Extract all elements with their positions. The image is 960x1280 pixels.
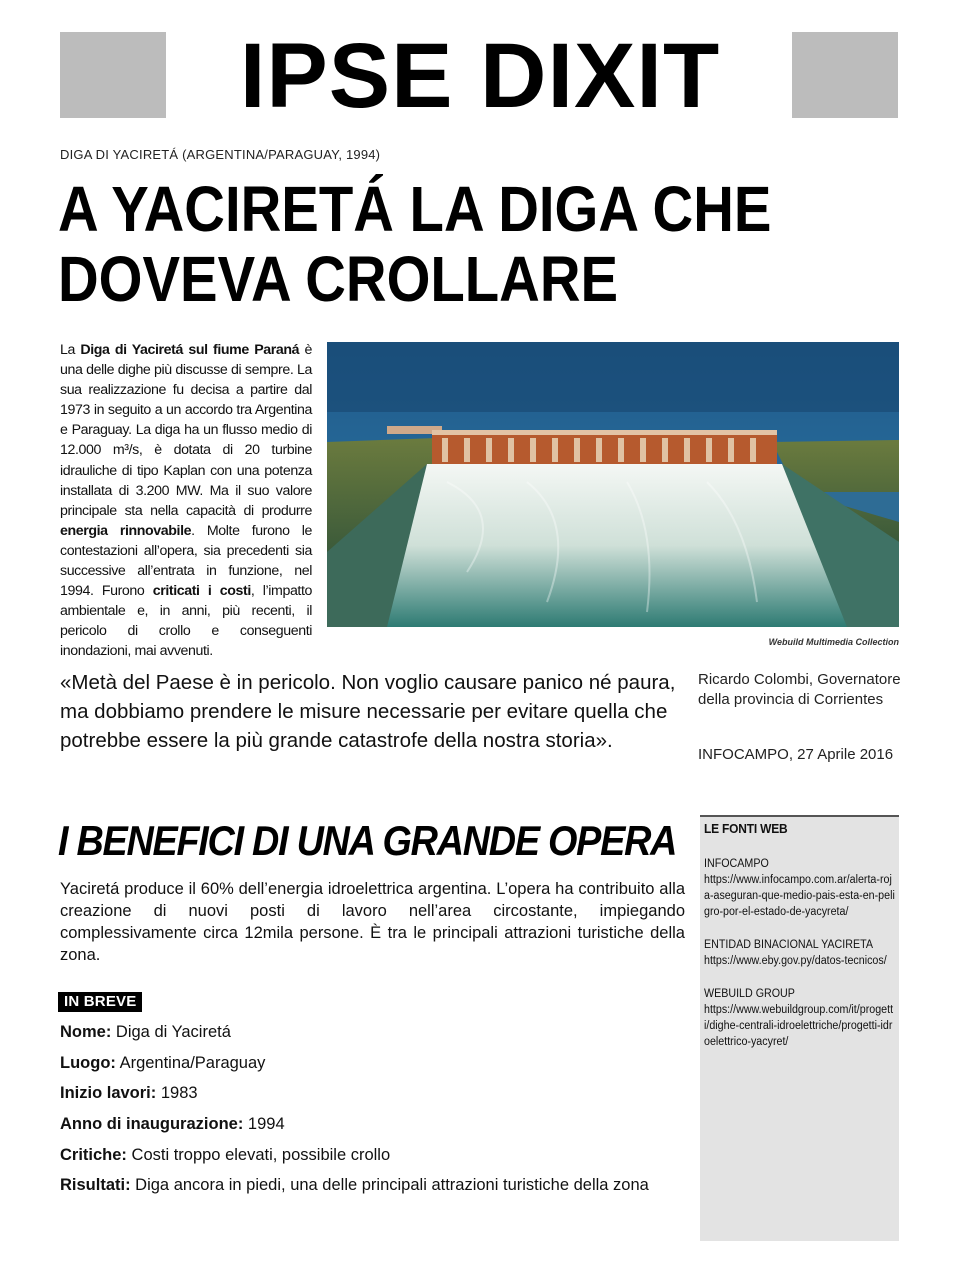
source-name: INFOCAMPO — [704, 858, 769, 870]
source-name: ENTIDAD BINACIONAL YACIRETA — [704, 939, 873, 951]
fact-item — [60, 1113, 680, 1135]
source-url[interactable]: https://www.eby.gov.py/datos-tecnicos/ — [704, 955, 887, 967]
source-url[interactable]: https://www.webuildgroup.com/it/progetti/dighe-centrali-idroelettriche/progetti-idroelettrico-yacyret/ — [704, 1004, 894, 1048]
fact-item — [60, 1021, 680, 1043]
fact-key: Nome: — [60, 1023, 112, 1041]
source-item — [704, 986, 896, 1050]
fact-key: Risultati: — [60, 1176, 131, 1195]
lead-bold-energy: energia rinnovabile — [60, 522, 192, 539]
sources-title: LE FONTI WEB — [704, 821, 788, 836]
lead-bold-costs: criticati i costi — [152, 583, 251, 600]
masthead-decoration-right — [792, 32, 898, 118]
dam-photo — [327, 342, 899, 627]
fact-key: Luogo: — [60, 1053, 116, 1072]
lead-bold-dam: Diga di Yaciretá sul fiume Paraná — [80, 342, 300, 358]
fact-item — [60, 1052, 680, 1074]
benefits-title: I BENEFICI DI UNA GRANDE OPERA — [58, 817, 677, 864]
fact-key: Critiche: — [60, 1145, 127, 1164]
source-item — [704, 937, 896, 969]
fact-key: Anno di inaugurazione: — [60, 1115, 244, 1134]
masthead-title: IPSE DIXIT — [239, 25, 721, 127]
lead-text: . Molte furono le contestazioni all’opera, sia precedenti sia successive all’entrata in funzione, nel 1994. Furono — [60, 522, 312, 600]
fact-value: 1983 — [156, 1084, 198, 1103]
quote-text: «Metà del Paese è in pericolo. Non voglio causare panico né paura, ma dobbiamo prendere le misure necessarie per evitare quella che potrebbe essere la più grande catastrofe della nostra storia». — [60, 671, 676, 752]
web-sources-box — [700, 815, 899, 1241]
sources-top-rule — [700, 815, 899, 817]
article-lead — [60, 340, 312, 662]
fact-value: Costi troppo elevati, possibile crollo — [126, 1145, 391, 1164]
source-url[interactable]: https://www.infocampo.com.ar/alerta-roja-aseguran-que-medio-pais-esta-en-peligro-por-el-estado-de-yacyreta/ — [704, 874, 895, 918]
fact-key: Inizio lavori: — [60, 1084, 157, 1103]
masthead-decoration-left — [60, 32, 166, 118]
headline-line-2: DOVEVA CROLLARE — [58, 243, 619, 315]
source-item — [704, 856, 896, 920]
headline-line-1: A YACIRETÁ LA DIGA CHE — [58, 173, 772, 245]
in-breve-list — [60, 1021, 680, 1205]
quote-attribution: Ricardo Colombi, Governatore della provincia di Corrientes — [698, 671, 901, 708]
lead-text: è una delle dighe più discusse di sempre. La sua realizzazione fu decisa a partire dal 1973 in seguito a un accordo tra Argentina e Paraguay. La diga ha un flusso medio di 12.000 m³/s, è dotata di 20 turbine idrauliche di tipo Kaplan con una potenza installata di 3.200 MW. Ma il suo valore principale sta nella capacità di produrre — [60, 342, 312, 519]
article-kicker: DIGA DI YACIRETÁ (ARGENTINA/PARAGUAY, 1994) — [60, 147, 381, 162]
fact-value: Argentina/Paraguay — [115, 1053, 266, 1072]
fact-value: Diga ancora in piedi, una delle principali attrazioni turistiche della zona — [130, 1176, 649, 1195]
source-name: WEBUILD GROUP — [704, 988, 795, 1000]
fact-value: Diga di Yaciretá — [111, 1023, 231, 1041]
fact-value: 1994 — [243, 1115, 285, 1134]
lead-text: , l’impatto ambientale e, in anni, più recenti, il pericolo di crollo e conseguenti inondazioni, mai avvenuti. — [60, 583, 313, 660]
fact-item — [60, 1082, 680, 1104]
fact-item — [60, 1174, 680, 1196]
lead-text: La — [60, 342, 81, 358]
article-headline — [58, 174, 815, 314]
photo-credit: Webuild Multimedia Collection — [768, 637, 899, 647]
in-breve-label: IN BREVE — [58, 992, 142, 1012]
quote-source: INFOCAMPO, 27 Aprile 2016 — [698, 746, 894, 763]
fact-item — [60, 1144, 680, 1166]
benefits-text: Yaciretá produce il 60% dell’energia idroelettrica argentina. L’opera ha contribuito alla creazione di nuovi posti di lavoro nell’area circostante, impiegando complessivamente circa 12mila persone. È tra le principali attrazioni turistiche della zona. — [60, 880, 685, 964]
